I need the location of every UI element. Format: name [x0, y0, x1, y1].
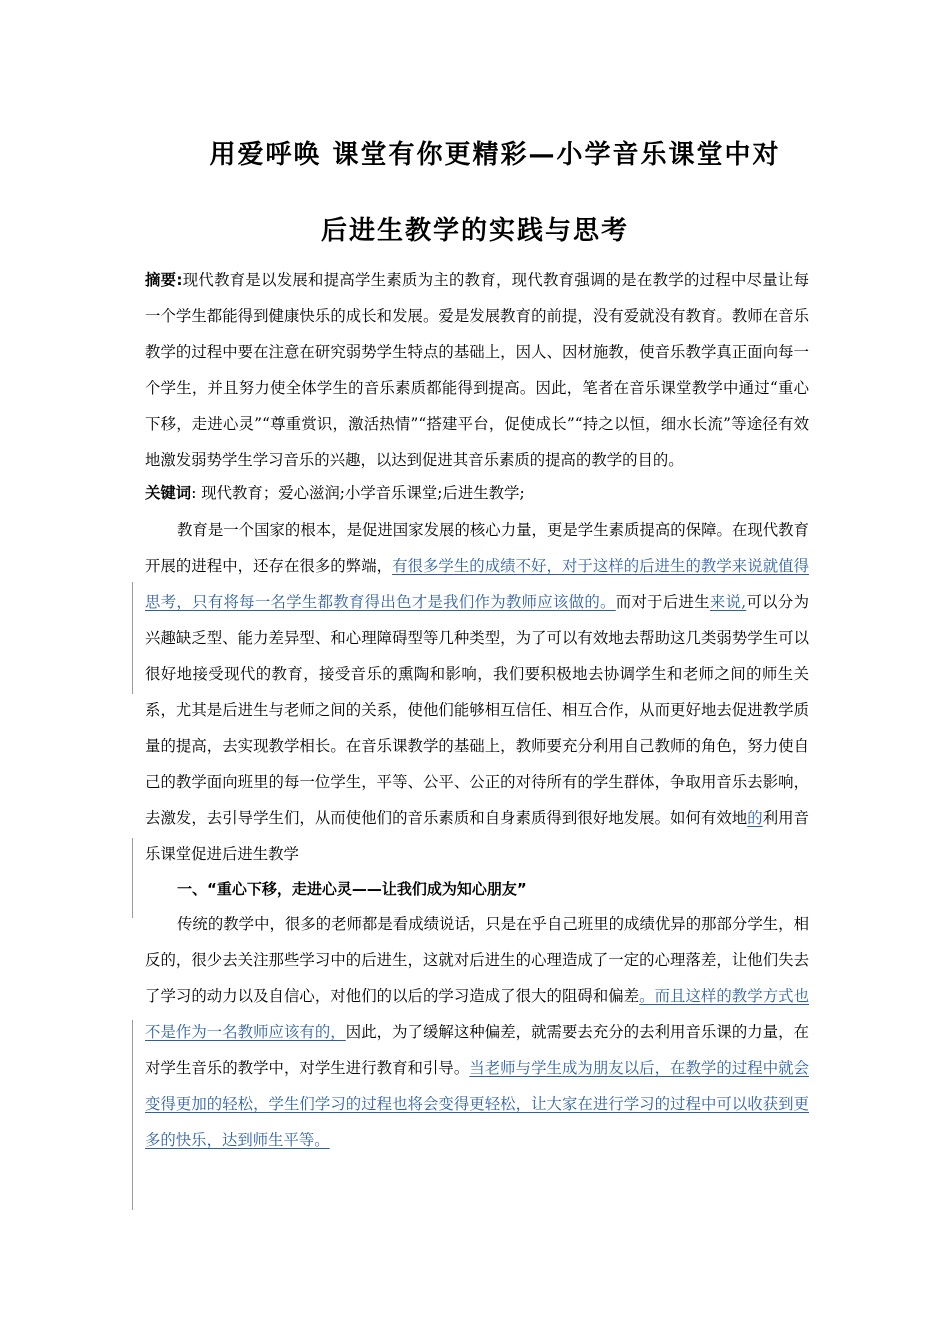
intro-paragraph — [145, 512, 809, 872]
tracked-insertion[interactable]: 的 — [747, 809, 763, 827]
section-paragraph — [145, 906, 809, 1158]
section-text: 传统的教学中，很多的老师都是看成绩说话，只是在乎自己班里的成绩优异的那部分学生，相反的，很少去关注那些学习中的后进生，这就对后进生的心理造成了一定的心理落差，让他们失去了学习的动力以及自信心，对他们的以后的学习造成了很大的阻碍和偏差 — [145, 915, 809, 1005]
section-text: 因此，为了缓解这种偏差，就需要去充分的去利用音乐课的力量，在对学生音乐的教学中，对学生进行教育和引导。 — [145, 1023, 809, 1077]
tracked-insertion[interactable]: 有很多学生的成绩不好，对于这样的后进生的教学来说就值得思考，只有将每一名学生都教育得出色才是我们作为教师应该做的。 — [145, 557, 809, 611]
abstract-label: 摘要: — [145, 271, 183, 289]
section-heading: 一、“重心下移，走进心灵——让我们成为知心朋友” — [177, 880, 527, 898]
keywords-label: 关键词 — [145, 484, 192, 502]
keywords-paragraph — [145, 478, 809, 508]
document-body — [145, 262, 809, 1158]
document-title-line-2: 后进生教学的实践与思考 — [320, 216, 629, 246]
tracked-insertion[interactable]: 。而且这样的教学方式也不是作为一名教师应该有的， — [145, 987, 809, 1041]
intro-text: 可以分为兴趣缺乏型、能力差异型、和心理障碍型等几种类型，为了可以有效地去帮助这几类弱势学生可以很好地接受现代的教育，接受音乐的熏陶和影响，我们要积极地去协调学生和老师之间的师生关系，尤其是后进生与老师之间的关系，使他们能够相互信任、相互合作，从而更好地去促进教学质量的提高，去实现教学相长。在音乐课教学的基础上，教师要充分利用自己教师的角色，努力使自己的教学面向班里的每一位学生，平等、公平、公正的对待所有的学生群体，争取用音乐去影响，去激发，去引导学生们，从而使他们的音乐素质和自身素质得到很好地发展。如何有效地 — [145, 593, 809, 827]
intro-text: 而对于后进生 — [615, 593, 710, 611]
tracked-insertion[interactable]: 来说, — [709, 593, 747, 611]
revision-change-bar — [132, 1020, 133, 1210]
abstract-text: 现代教育是以发展和提高学生素质为主的教育，现代教育强调的是在教学的过程中尽量让每一个学生都能得到健康快乐的成长和发展。爱是发展教育的前提，没有爱就没有教育。教师在音乐教学的过程中要在注意在研究弱势学生特点的基础上，因人、因材施教，使音乐教学真正面向每一个学生，并且努力使全体学生的音乐素质都能得到提高。因此，笔者在音乐课堂教学中通过“重心下移，走进心灵”“尊重赏识，激活热情”“搭建平台，促使成长”“持之以恒，细水长流”等途径有效地激发弱势学生学习音乐的兴趣，以达到促进其音乐素质的提高的教学的目的。 — [145, 271, 809, 469]
keywords-text: : 现代教育；爱心滋润;小学音乐课堂;后进生教学; — [191, 484, 525, 502]
abstract-paragraph — [145, 262, 809, 478]
revision-change-bar — [132, 582, 133, 694]
intro-text: 教育是一个国家的根本，是促进国家发展的核心力量，更是学生素质提高的保障。在现代教育开展的进程中，还存在很多的弊端， — [145, 521, 809, 575]
revision-change-bar — [132, 838, 133, 918]
intro-text: 利用音乐课堂促进后进生教学 — [145, 809, 809, 863]
document-title-line-1: 用爱呼唤 课堂有你更精彩—小学音乐课堂中对 — [209, 140, 781, 170]
tracked-insertion[interactable]: 当老师与学生成为朋友以后，在教学的过程中就会变得更加的轻松，学生们学习的过程也将会变得更轻松，让大家在进行学习的过程中可以收获到更多的快乐，达到师生平等。 — [145, 1059, 809, 1149]
